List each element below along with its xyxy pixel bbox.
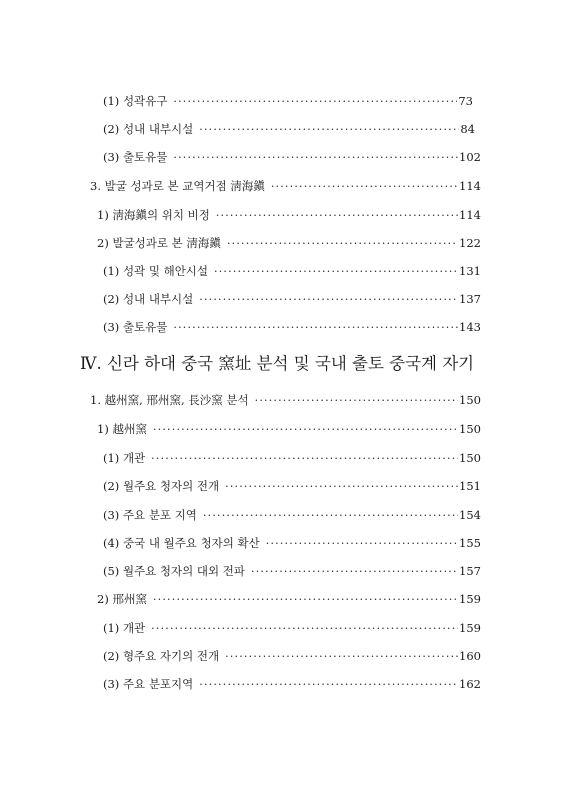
- toc-entry-page: 160: [459, 649, 481, 663]
- toc-entry[interactable]: [103, 536, 481, 551]
- dot-leader: [214, 265, 458, 279]
- dot-leader: [216, 209, 458, 223]
- toc-entry-label: (1) 개관: [103, 451, 146, 465]
- toc-entry[interactable]: [103, 649, 481, 664]
- toc-entry[interactable]: [97, 236, 481, 251]
- dot-leader: [173, 151, 458, 165]
- toc-entry-page: 102: [459, 150, 481, 164]
- toc-entry[interactable]: [103, 677, 481, 692]
- dot-leader: [271, 180, 458, 194]
- dot-leader: [251, 565, 458, 579]
- dot-leader: [153, 423, 458, 437]
- toc-entry[interactable]: [103, 150, 481, 165]
- toc-entry-page: 159: [459, 592, 481, 606]
- toc-entry-label: (2) 형주요 자기의 전개: [103, 649, 220, 663]
- dot-leader: [203, 509, 458, 523]
- toc-entry[interactable]: [103, 451, 481, 466]
- toc-entry[interactable]: [97, 422, 481, 437]
- dot-leader: [199, 293, 458, 307]
- toc-entry-label: 2) 발굴성과로 본 淸海鎭: [97, 236, 221, 250]
- toc-entry-label: (1) 개관: [103, 621, 146, 635]
- toc-entry[interactable]: [103, 320, 481, 335]
- toc-entry-page: 114: [459, 208, 481, 222]
- dot-leader: [153, 593, 458, 607]
- toc-entry-page: 151: [459, 479, 481, 493]
- toc-entry-label: (3) 주요 분포지역: [103, 677, 194, 691]
- toc-entry[interactable]: [103, 621, 481, 636]
- toc-entry-page: 84: [460, 122, 475, 136]
- toc-entry-label: (2) 성내 내부시설: [103, 122, 194, 136]
- toc-entry-label: (3) 출토유물: [103, 150, 168, 164]
- toc-entry-page: 159: [459, 621, 481, 635]
- toc-entry[interactable]: [97, 592, 481, 607]
- toc-entry-label: (5) 월주요 청자의 대외 전파: [103, 564, 246, 578]
- toc-entry-label: (3) 출토유물: [103, 320, 168, 334]
- toc-entry-label: (1) 성곽유구: [103, 94, 168, 108]
- toc-entry-page: 122: [459, 236, 481, 250]
- toc-entry[interactable]: [103, 292, 481, 307]
- toc-entry[interactable]: [97, 208, 481, 223]
- dot-leader: [151, 622, 458, 636]
- toc-entry-page: 150: [459, 451, 481, 465]
- toc-entry[interactable]: [103, 564, 481, 579]
- dot-leader: [199, 123, 459, 137]
- dot-leader: [225, 480, 458, 494]
- toc-entry-page: 162: [459, 677, 481, 691]
- toc-entry[interactable]: [103, 122, 475, 137]
- toc-entry-label: 1) 淸海鎭의 위치 비정: [97, 208, 210, 222]
- toc-entry-label: (2) 성내 내부시설: [103, 292, 194, 306]
- toc-entry[interactable]: [103, 479, 481, 494]
- toc-entry-label: 3. 발굴 성과로 본 교역거점 淸海鎭: [90, 179, 265, 193]
- toc-entry-page: 157: [459, 564, 481, 578]
- toc-entry[interactable]: [90, 393, 481, 408]
- toc-entry[interactable]: [90, 179, 481, 194]
- toc-entry[interactable]: [103, 264, 481, 279]
- toc-entry-label: (4) 중국 내 월주요 청자의 확산: [103, 536, 260, 550]
- toc-entry-page: 114: [459, 179, 481, 193]
- dot-leader: [227, 237, 458, 251]
- chapter-heading[interactable]: Ⅳ. 신라 하대 중국 窯址 분석 및 국내 출토 중국계 자기: [80, 354, 475, 373]
- dot-leader: [173, 321, 458, 335]
- toc-entry-label: 1) 越州窯: [97, 422, 147, 436]
- toc-entry-page: 137: [459, 292, 481, 306]
- toc-entry-label: (1) 성곽 및 해안시설: [103, 264, 209, 278]
- dot-leader: [173, 95, 457, 109]
- toc-entry-label: 2) 邢州窯: [97, 592, 147, 606]
- dot-leader: [255, 394, 458, 408]
- toc-entry[interactable]: [103, 94, 473, 109]
- toc-entry-page: 150: [459, 422, 481, 436]
- toc-entry-page: 131: [459, 264, 481, 278]
- toc-entry-label: (3) 주요 분포 지역: [103, 508, 197, 522]
- dot-leader: [151, 452, 458, 466]
- toc-entry-page: 143: [459, 320, 481, 334]
- toc-entry[interactable]: [103, 508, 481, 523]
- dot-leader: [266, 537, 458, 551]
- toc-entry-page: 154: [459, 508, 481, 522]
- dot-leader: [225, 650, 458, 664]
- dot-leader: [199, 678, 458, 692]
- toc-entry-page: 155: [459, 536, 481, 550]
- toc-entry-page: 150: [459, 393, 481, 407]
- toc-entry-page: 73: [458, 94, 473, 108]
- toc-entry-label: (2) 월주요 청자의 전개: [103, 479, 220, 493]
- toc-entry-label: 1. 越州窯, 邢州窯, 長沙窯 분석: [90, 393, 249, 407]
